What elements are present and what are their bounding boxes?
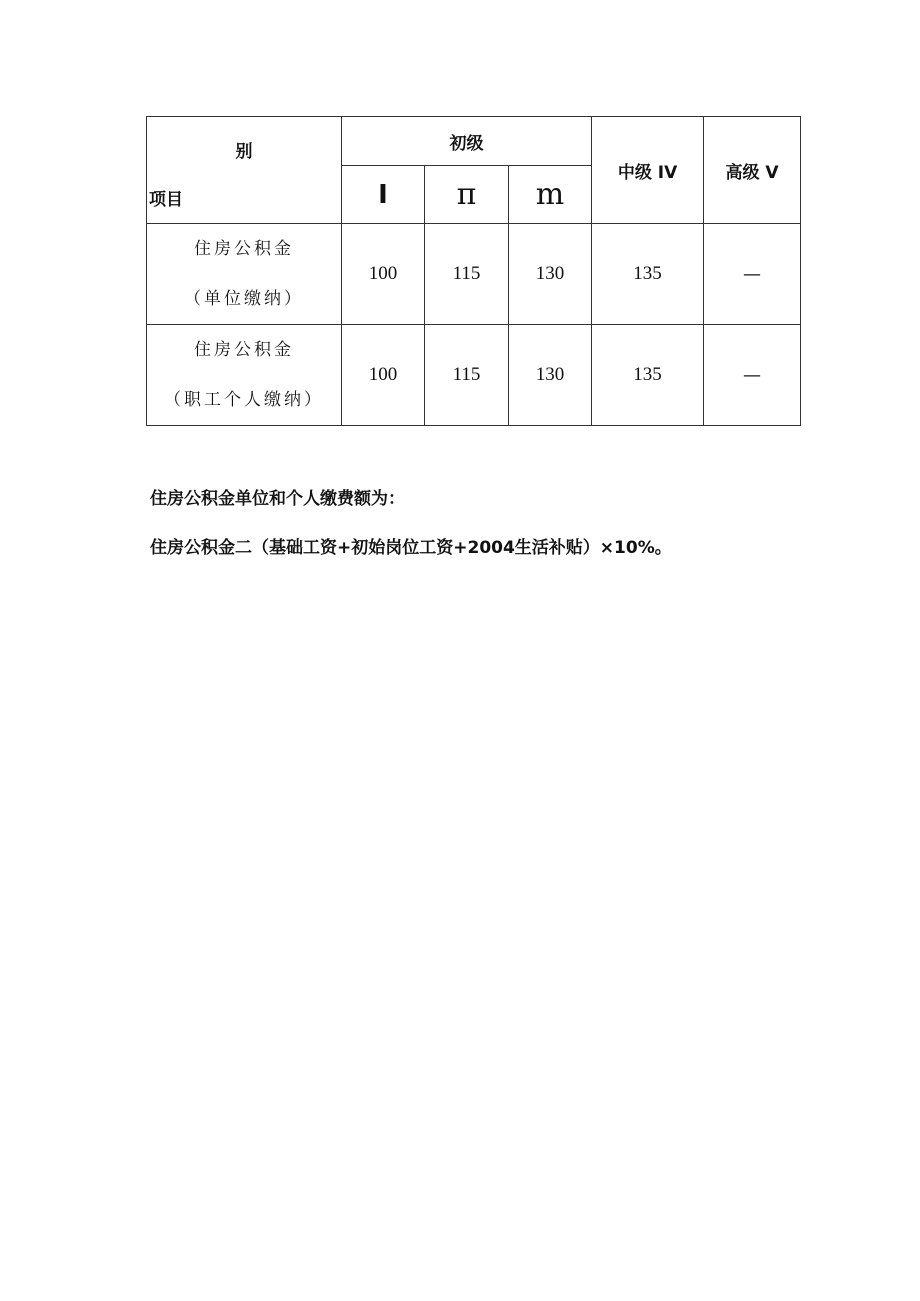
- row-label-line2: （单位缴纳）: [184, 289, 304, 309]
- grade-header-1: [342, 166, 425, 224]
- junior-group-label: 初级: [449, 133, 484, 154]
- cell-value: 135: [633, 263, 662, 284]
- table-cell: [592, 224, 704, 325]
- header-row-1: [147, 117, 801, 166]
- grade-label-2: π: [456, 177, 477, 212]
- table-cell: [509, 325, 592, 426]
- cell-value: 135: [633, 364, 662, 385]
- table-cell: [425, 325, 509, 426]
- cell-value: 130: [535, 364, 565, 385]
- table-cell: [509, 224, 592, 325]
- corner-category-label: 别: [235, 142, 253, 162]
- cell-value: 100: [368, 364, 398, 385]
- grade-header-3: [509, 166, 592, 224]
- contribution-formula-text: 住房公积金二（基础工资+初始岗位工资+2004生活补贴）×10%。: [150, 538, 672, 558]
- cell-value: —: [743, 263, 762, 285]
- row-label-line1: 住房公积金: [194, 340, 294, 360]
- table-cell: [425, 224, 509, 325]
- cell-value: 100: [368, 263, 398, 284]
- junior-group-header: [342, 117, 592, 166]
- table-cell: [342, 325, 425, 426]
- table-cell: [704, 325, 801, 426]
- mid-grade-label: 中级 IV: [617, 162, 678, 183]
- row-label-line2: （职工个人缴纳）: [164, 390, 324, 410]
- high-grade-header: [704, 117, 801, 224]
- table-cell: [342, 224, 425, 325]
- table-cell: [704, 224, 801, 325]
- corner-header-cell: [147, 117, 342, 224]
- grade-label-1: I: [378, 179, 388, 210]
- row-label-line1: 住房公积金: [194, 239, 294, 259]
- mid-grade-header: [592, 117, 704, 224]
- table-row: [147, 224, 801, 325]
- grade-label-3: m: [535, 177, 565, 212]
- table-cell: [592, 325, 704, 426]
- cell-value: —: [743, 364, 762, 386]
- housing-fund-table: [146, 116, 801, 426]
- cell-value: 115: [452, 263, 481, 284]
- grade-header-2: [425, 166, 509, 224]
- cell-value: 130: [535, 263, 565, 284]
- table-row: [147, 325, 801, 426]
- cell-value: 115: [452, 364, 481, 385]
- row-label-cell: [147, 325, 342, 426]
- high-grade-label: 高级 V: [725, 162, 779, 183]
- row-label-cell: [147, 224, 342, 325]
- contribution-intro-text: 住房公积金单位和个人缴费额为：: [150, 489, 405, 509]
- corner-item-label: 项目: [149, 190, 183, 210]
